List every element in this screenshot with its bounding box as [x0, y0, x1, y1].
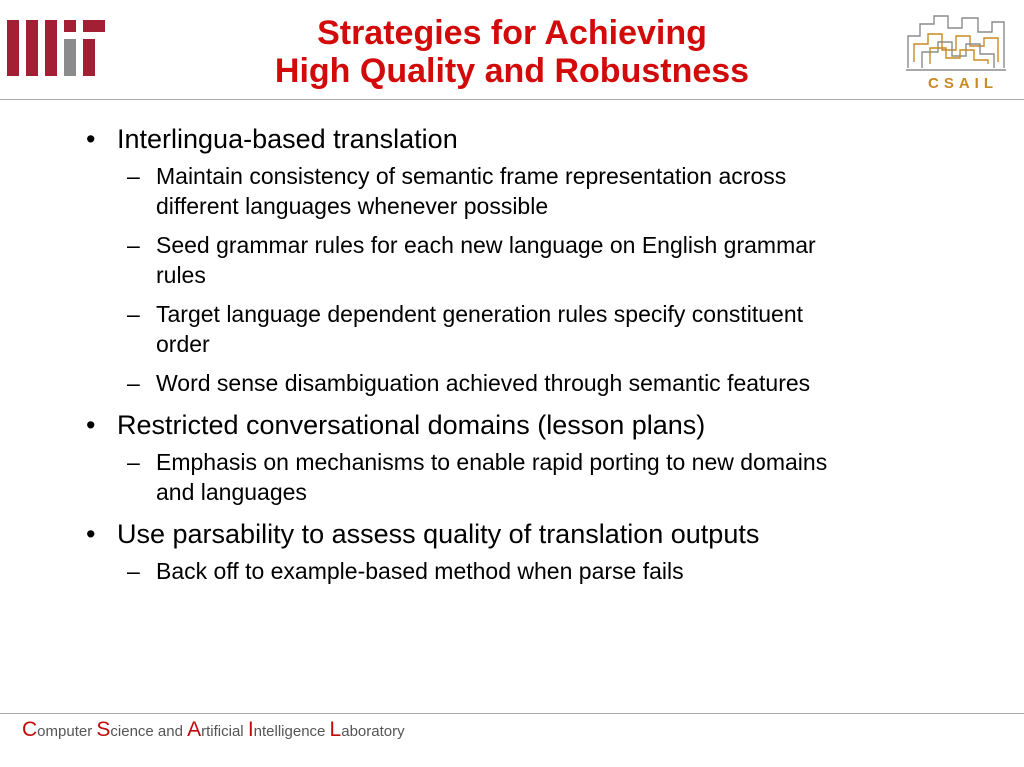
bullet-item — [0, 121, 1024, 157]
title-line-2: High Quality and Robustness — [274, 52, 750, 90]
footer-initial: C — [22, 718, 38, 741]
title-line-1: Strategies for Achieving — [317, 14, 707, 52]
dash-marker: – — [127, 449, 140, 475]
sub-bullet-text: Maintain consistency of semantic frame representation across different languages whenever possible — [156, 163, 787, 219]
sub-bullet-item — [0, 556, 836, 586]
bullet-text: Restricted conversational domains (lesson plans) — [117, 410, 706, 440]
bullet-item — [0, 407, 1024, 443]
sub-bullet-item — [0, 161, 836, 221]
sub-bullet-item — [0, 299, 836, 359]
footer-divider — [0, 713, 1024, 714]
footer-word: omputer — [37, 723, 97, 740]
bullet-marker: • — [86, 410, 96, 440]
footer-initial: I — [247, 718, 254, 741]
sub-bullet-text: Seed grammar rules for each new language on English grammar rules — [156, 232, 816, 288]
sub-bullet-list — [0, 556, 1024, 586]
bullet-item — [0, 516, 1024, 552]
bullet-text: Interlingua-based translation — [117, 124, 458, 154]
slide-content — [0, 121, 1024, 595]
dash-marker: – — [127, 301, 140, 327]
footer-initial: S — [96, 718, 111, 741]
header-divider — [0, 99, 1024, 100]
footer-word: ntelligence — [253, 723, 330, 740]
sub-bullet-text: Target language dependent generation rules specify constituent order — [156, 301, 804, 357]
bullet-marker: • — [86, 519, 96, 549]
dash-marker: – — [127, 558, 140, 584]
mit-logo — [7, 20, 105, 76]
dash-marker: – — [127, 232, 140, 258]
footer-word: aboratory — [341, 723, 405, 740]
sub-bullet-item — [0, 447, 836, 507]
bullet-marker: • — [86, 124, 96, 154]
bullet-text: Use parsability to assess quality of translation outputs — [117, 519, 760, 549]
dash-marker: – — [127, 163, 140, 189]
footer-word: cience and — [110, 723, 188, 740]
sub-bullet-list — [0, 447, 1024, 507]
footer-initial: A — [187, 718, 202, 741]
dash-marker: – — [127, 370, 140, 396]
footer-lab-name — [22, 718, 405, 742]
sub-bullet-item — [0, 230, 836, 290]
sub-bullet-list — [0, 161, 1024, 398]
slide-title — [160, 14, 864, 90]
sub-bullet-text: Emphasis on mechanisms to enable rapid porting to new domains and languages — [156, 449, 828, 505]
footer-initial: L — [329, 718, 342, 741]
sub-bullet-text: Back off to example-based method when parse fails — [156, 558, 684, 584]
sub-bullet-text: Word sense disambiguation achieved through semantic features — [156, 370, 811, 396]
footer-word: rtificial — [201, 723, 248, 740]
sub-bullet-item — [0, 368, 836, 398]
csail-logo-text: CSAIL — [928, 75, 998, 92]
